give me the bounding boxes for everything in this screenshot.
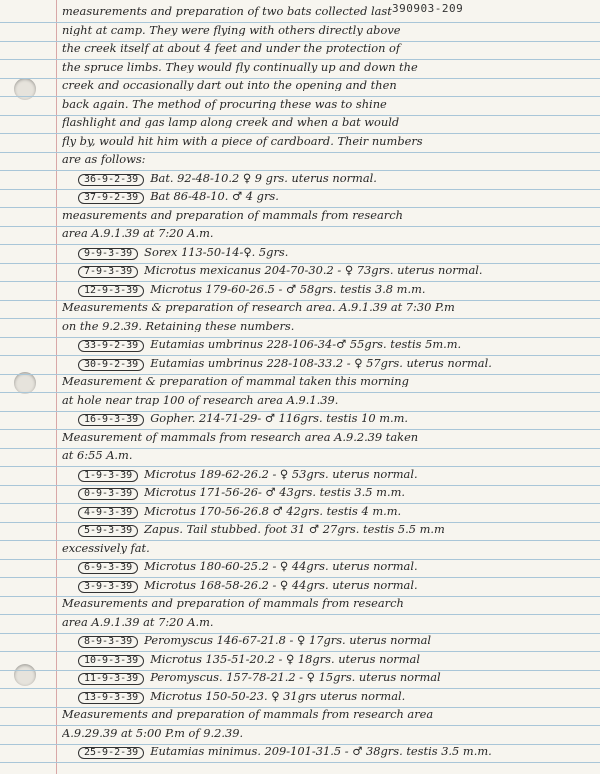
ruled-line bbox=[0, 522, 600, 523]
specimen-entry bbox=[78, 284, 590, 297]
specimen-entry bbox=[78, 691, 590, 704]
ruled-line bbox=[0, 300, 600, 301]
ruled-line bbox=[0, 540, 600, 541]
note-text: Microtus mexicanus 204-70-30.2 - ♀ 73grs. uterus normal. bbox=[144, 265, 483, 277]
ruled-line bbox=[0, 189, 600, 190]
note-text: Microtus 180-60-25.2 - ♀ 44grs. uterus normal. bbox=[144, 561, 418, 573]
ruled-line bbox=[0, 485, 600, 486]
note-line bbox=[62, 99, 590, 110]
specimen-entry bbox=[78, 654, 590, 667]
specimen-number: 36-9-2-39 bbox=[78, 174, 144, 186]
note-line bbox=[62, 709, 590, 720]
ruled-line bbox=[0, 41, 600, 42]
note-text: Microtus 150-50-23. ♀ 31grs uterus normal. bbox=[150, 691, 406, 703]
punch-hole bbox=[14, 372, 36, 394]
note-text: excessively fat. bbox=[62, 543, 150, 555]
specimen-number: 37-9-2-39 bbox=[78, 192, 144, 204]
note-text: Sorex 113-50-14-♀. 5grs. bbox=[144, 247, 289, 259]
specimen-number: 16-9-3-39 bbox=[78, 414, 144, 426]
note-line bbox=[62, 62, 590, 73]
ruled-line bbox=[0, 744, 600, 745]
note-line bbox=[62, 80, 590, 91]
specimen-number: 6-9-3-39 bbox=[78, 562, 138, 574]
ruled-line bbox=[0, 392, 600, 393]
note-line bbox=[62, 450, 590, 461]
ruled-line bbox=[0, 762, 600, 763]
note-text: Bat. 92-48-10.2 ♀ 9 grs. uterus normal. bbox=[150, 173, 377, 185]
ruled-line bbox=[0, 651, 600, 652]
note-line bbox=[62, 228, 590, 239]
margin-line bbox=[56, 0, 57, 774]
specimen-entry bbox=[78, 580, 590, 593]
ruled-line bbox=[0, 152, 600, 153]
ruled-line bbox=[0, 281, 600, 282]
specimen-number: 7-9-3-39 bbox=[78, 266, 138, 278]
punch-hole bbox=[14, 664, 36, 686]
specimen-number: 12-9-3-39 bbox=[78, 285, 144, 297]
note-text: Measurements and preparation of mammals from research bbox=[62, 598, 404, 610]
note-line bbox=[62, 302, 590, 313]
note-text: Microtus 179-60-26.5 - ♂ 58grs. testis 3.8 m.m. bbox=[150, 284, 426, 296]
ruled-line bbox=[0, 466, 600, 467]
note-text: are as follows: bbox=[62, 154, 146, 166]
specimen-number: 30-9-2-39 bbox=[78, 359, 144, 371]
note-text: A.9.29.39 at 5:00 P.m of 9.2.39. bbox=[62, 728, 244, 740]
note-text: Zapus. Tail stubbed. foot 31 ♂ 27grs. testis 5.5 m.m bbox=[144, 524, 445, 536]
note-text: fly by, would hit him with a piece of cardboard. Their numbers bbox=[62, 136, 423, 148]
ruled-line bbox=[0, 115, 600, 116]
ruled-line bbox=[0, 707, 600, 708]
ruled-line bbox=[0, 133, 600, 134]
ruled-line bbox=[0, 318, 600, 319]
note-text: Measurements and preparation of mammals from research area bbox=[62, 709, 434, 721]
specimen-entry bbox=[78, 635, 590, 648]
note-line bbox=[62, 321, 590, 332]
ruled-line bbox=[0, 411, 600, 412]
ruled-line bbox=[0, 374, 600, 375]
note-line bbox=[62, 728, 590, 739]
note-text: area A.9.1.39 at 7:20 A.m. bbox=[62, 228, 214, 240]
specimen-entry bbox=[78, 173, 590, 186]
note-line bbox=[62, 136, 590, 147]
note-text: Measurement of mammals from research area A.9.2.39 taken bbox=[62, 432, 419, 444]
note-text: on the 9.2.39. Retaining these numbers. bbox=[62, 321, 295, 333]
ruled-line bbox=[0, 226, 600, 227]
note-text: Measurements & preparation of research area. A.9.1.39 at 7:30 P.m bbox=[62, 302, 455, 314]
specimen-number: 33-9-2-39 bbox=[78, 340, 144, 352]
specimen-entry bbox=[78, 524, 590, 537]
ruled-line bbox=[0, 59, 600, 60]
ruled-line bbox=[0, 725, 600, 726]
ruled-line bbox=[0, 448, 600, 449]
specimen-number: 9-9-3-39 bbox=[78, 248, 138, 260]
ruled-line bbox=[0, 633, 600, 634]
specimen-number: 10-9-3-39 bbox=[78, 655, 144, 667]
note-text: Microtus 170-56-26.8 ♂ 42grs. testis 4 m.m. bbox=[144, 506, 402, 518]
note-text: Bat 86-48-10. ♂ 4 grs. bbox=[150, 191, 279, 203]
note-line bbox=[62, 43, 590, 54]
note-text: Microtus 135-51-20.2 - ♀ 18grs. uterus normal bbox=[150, 654, 420, 666]
note-line bbox=[62, 117, 590, 128]
note-text: Microtus 189-62-26.2 - ♀ 53grs. uterus normal. bbox=[144, 469, 418, 481]
ruled-line bbox=[0, 559, 600, 560]
note-text: measurements and preparation of two bats collected last bbox=[62, 6, 392, 18]
note-line bbox=[62, 210, 590, 221]
note-line bbox=[62, 617, 590, 628]
note-text: at hole near trap 100 of research area A.9.1.39. bbox=[62, 395, 339, 407]
ruled-line bbox=[0, 670, 600, 671]
specimen-number: 8-9-3-39 bbox=[78, 636, 138, 648]
specimen-number: 3-9-3-39 bbox=[78, 581, 138, 593]
note-text: the creek itself at about 4 feet and under the protection of bbox=[62, 43, 401, 55]
note-text: Measurement & preparation of mammal taken this morning bbox=[62, 376, 409, 388]
note-text: flashlight and gas lamp along creek and when a bat would bbox=[62, 117, 400, 129]
ruled-line bbox=[0, 244, 600, 245]
specimen-number: 5-9-3-39 bbox=[78, 525, 138, 537]
specimen-number: 1-9-3-39 bbox=[78, 470, 138, 482]
note-text: Eutamias minimus. 209-101-31.5 - ♂ 38grs. testis 3.5 m.m. bbox=[150, 746, 492, 758]
note-text: creek and occasionally dart out into the opening and then bbox=[62, 80, 397, 92]
note-text: area A.9.1.39 at 7:20 A.m. bbox=[62, 617, 214, 629]
note-line bbox=[62, 598, 590, 609]
ruled-line bbox=[0, 22, 600, 23]
ruled-line bbox=[0, 577, 600, 578]
note-text: Peromyscus 146-67-21.8 - ♀ 17grs. uterus normal bbox=[144, 635, 432, 647]
note-line bbox=[62, 154, 590, 165]
note-text: measurements and preparation of mammals from research bbox=[62, 210, 403, 222]
specimen-entry bbox=[78, 506, 590, 519]
specimen-entry bbox=[78, 358, 590, 371]
specimen-number: 13-9-3-39 bbox=[78, 692, 144, 704]
ruled-line bbox=[0, 614, 600, 615]
ruled-line bbox=[0, 263, 600, 264]
note-line bbox=[62, 25, 590, 36]
note-text: night at camp. They were flying with others directly above bbox=[62, 25, 401, 37]
ruled-line bbox=[0, 337, 600, 338]
specimen-number: 25-9-2-39 bbox=[78, 747, 144, 759]
note-text: the spruce limbs. They would fly continually up and down the bbox=[62, 62, 418, 74]
note-text: Peromyscus. 157-78-21.2 - ♀ 15grs. uterus normal bbox=[150, 672, 441, 684]
specimen-entry bbox=[78, 487, 590, 500]
ruled-line bbox=[0, 170, 600, 171]
note-text: Microtus 171-56-26- ♂ 43grs. testis 3.5 m.m. bbox=[144, 487, 406, 499]
ruled-line bbox=[0, 207, 600, 208]
ruled-line bbox=[0, 596, 600, 597]
specimen-number: 11-9-3-39 bbox=[78, 673, 144, 685]
note-line bbox=[62, 395, 590, 406]
note-text: Eutamias umbrinus 228-108-33.2 - ♀ 57grs. uterus normal. bbox=[150, 358, 492, 370]
note-text: back again. The method of procuring these was to shine bbox=[62, 99, 387, 111]
specimen-entry bbox=[78, 339, 590, 352]
specimen-number: 0-9-3-39 bbox=[78, 488, 138, 500]
specimen-entry bbox=[78, 746, 590, 759]
specimen-entry bbox=[78, 561, 590, 574]
note-line bbox=[62, 543, 590, 554]
ruled-line bbox=[0, 429, 600, 430]
note-line bbox=[62, 6, 590, 17]
specimen-number: 4-9-3-39 bbox=[78, 507, 138, 519]
ruled-line bbox=[0, 96, 600, 97]
specimen-entry bbox=[78, 672, 590, 685]
note-line bbox=[62, 432, 590, 443]
note-text: Eutamias umbrinus 228-106-34-♂ 55grs. testis 5m.m. bbox=[150, 339, 462, 351]
note-text: Microtus 168-58-26.2 - ♀ 44grs. uterus normal. bbox=[144, 580, 418, 592]
ruled-line bbox=[0, 78, 600, 79]
ruled-line bbox=[0, 688, 600, 689]
note-text: at 6:55 A.m. bbox=[62, 450, 133, 462]
specimen-entry bbox=[78, 191, 590, 204]
ruled-line bbox=[0, 503, 600, 504]
note-text: Gopher. 214-71-29- ♂ 116grs. testis 10 m.m. bbox=[150, 413, 409, 425]
ruled-line bbox=[0, 355, 600, 356]
specimen-entry bbox=[78, 247, 590, 260]
specimen-entry bbox=[78, 265, 590, 278]
note-line bbox=[62, 376, 590, 387]
specimen-entry bbox=[78, 469, 590, 482]
specimen-entry bbox=[78, 413, 590, 426]
catalog-stamp: 390903-209 bbox=[392, 2, 464, 15]
